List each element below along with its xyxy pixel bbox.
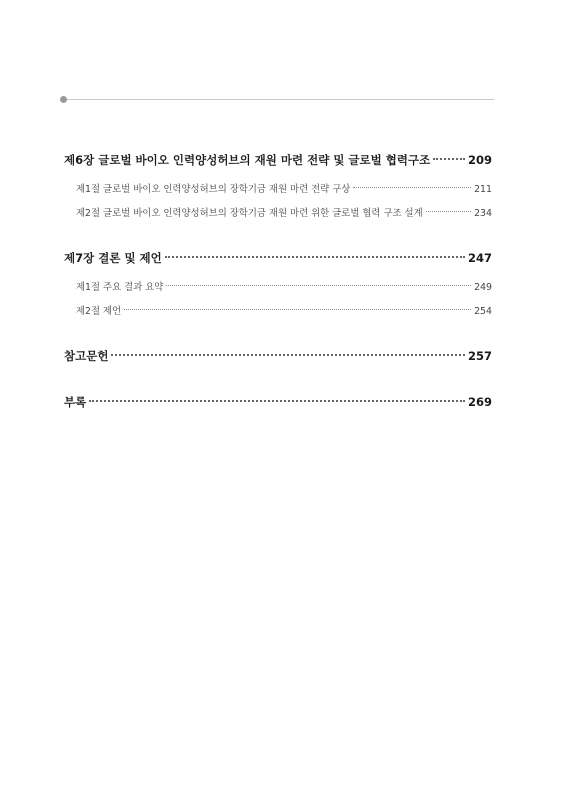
toc-section-title: 제1절 주요 결과 요약 [76, 282, 164, 293]
header-rule [64, 99, 494, 100]
toc-section-title: 제1절 글로벌 바이오 인력양성허브의 장학기금 재원 마련 전략 구상 [76, 184, 351, 195]
toc-page-number: 249 [474, 282, 492, 293]
toc-page-number: 254 [474, 306, 492, 317]
toc-chapter-title: 참고문헌 [64, 349, 109, 363]
toc-section-7-2[interactable] [64, 303, 492, 318]
toc-appendix[interactable] [64, 394, 492, 414]
toc-page-number: 234 [474, 208, 492, 219]
dot-leader [165, 255, 465, 258]
dot-leader [89, 399, 465, 402]
toc-chapter-title: 제6장 글로벌 바이오 인력양성허브의 재원 마련 전략 및 글로벌 협력구조 [64, 153, 431, 167]
toc-page-number: 269 [467, 395, 492, 409]
dot-leader [124, 308, 471, 310]
dot-leader [433, 157, 465, 160]
toc-chapter-6[interactable] [64, 152, 492, 172]
toc-section-6-2[interactable] [64, 205, 492, 220]
toc-chapter-title: 부록 [64, 395, 87, 409]
toc-references[interactable] [64, 348, 492, 368]
toc-section-6-1[interactable] [64, 181, 492, 196]
toc-chapter-7[interactable] [64, 250, 492, 270]
toc-chapter-title: 제7장 결론 및 제언 [64, 251, 162, 265]
toc-page-number: 211 [474, 184, 492, 195]
dot-leader [353, 186, 471, 188]
table-of-contents [64, 152, 492, 414]
dot-leader [166, 284, 471, 286]
toc-section-7-1[interactable] [64, 279, 492, 294]
dot-leader [426, 210, 471, 212]
toc-section-title: 제2절 글로벌 바이오 인력양성허브의 장학기금 재원 마련 위한 글로벌 협력 구조 설계 [76, 208, 423, 219]
toc-page-number: 247 [467, 251, 492, 265]
toc-section-title: 제2절 제언 [76, 306, 122, 317]
header-rule-dot [60, 96, 67, 103]
dot-leader [111, 353, 465, 356]
toc-page-number: 209 [467, 153, 492, 167]
toc-page-number: 257 [467, 349, 492, 363]
